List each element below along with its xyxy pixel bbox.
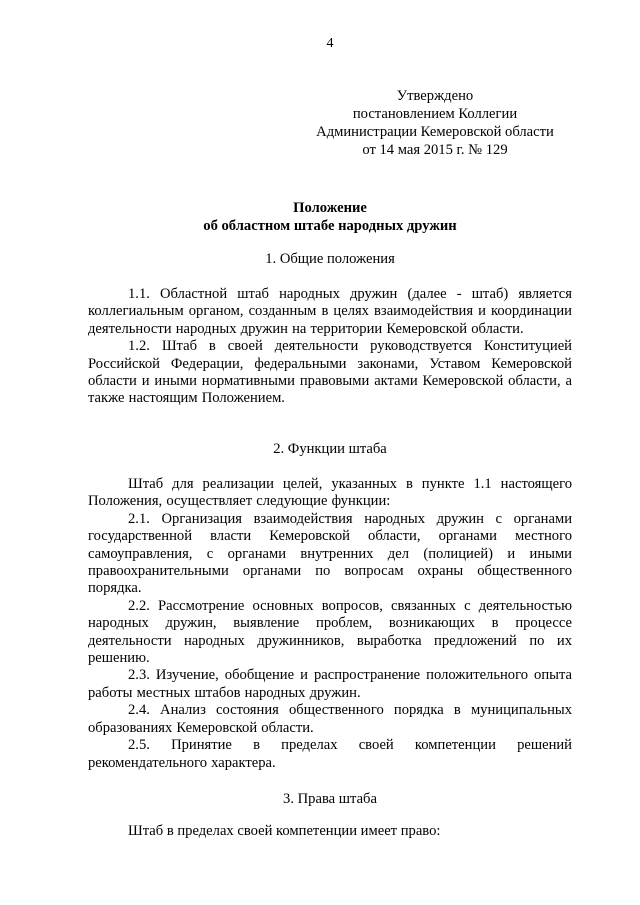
section-heading: 3. Права штаба bbox=[283, 791, 377, 807]
paragraph: 1.2. Штаб в своей деятельности руководствуется Конституцией Российской Федерации, федеральными законами, Уставом Кемеровской области и иными нормативными правовыми актами Кемеровской области, а также настоящим Положением. bbox=[88, 338, 572, 407]
paragraph: 2.4. Анализ состояния общественного порядка в муниципальных образованиях Кемеровской области. bbox=[88, 702, 572, 736]
section-body bbox=[88, 286, 572, 408]
paragraph: 2.1. Организация взаимодействия народных дружин с органами государственной власти Кемеровской области, органами местного самоуправления, с органами внутренних дел (полицией) и иными правоохранительными органами по вопросам охраны общественного порядка. bbox=[88, 510, 572, 597]
title-line: об областном штабе народных дружин bbox=[203, 218, 457, 234]
page-number: 4 bbox=[326, 36, 334, 51]
paragraph: 2.5. Принятие в пределах своей компетенции решений рекомендательного характера. bbox=[88, 737, 572, 771]
paragraph: 2.3. Изучение, обобщение и распространение положительного опыта работы местных штабов народных дружин. bbox=[88, 667, 572, 701]
title-line: Положение bbox=[293, 200, 367, 216]
paragraph: 1.1. Областной штаб народных дружин (далее - штаб) является коллегиальным органом, созданным в целях взаимодействия и координации деятельности народных дружин на территории Кемеровской области. bbox=[88, 286, 572, 337]
section-body bbox=[88, 476, 572, 772]
approval-line: постановлением Коллегии bbox=[352, 106, 518, 122]
paragraph: 2.2. Рассмотрение основных вопросов, связанных с деятельностью народных дружин, выявление проблем, возникающих в процессе деятельности народных дружинников, выработка предложений по их решению. bbox=[88, 597, 572, 667]
paragraph: Штаб в пределах своей компетенции имеет право: bbox=[128, 823, 441, 839]
approval-line: Администрации Кемеровской области bbox=[316, 124, 554, 140]
document-title bbox=[82, 199, 578, 235]
approval-stamp bbox=[300, 87, 570, 159]
section-heading: 2. Функции штаба bbox=[273, 441, 387, 457]
approval-line: от 14 мая 2015 г. № 129 bbox=[362, 142, 508, 158]
paragraph: Штаб для реализации целей, указанных в пункте 1.1 настоящего Положения, осуществляет следующие функции: bbox=[88, 476, 572, 510]
approval-line: Утверждено bbox=[396, 88, 474, 104]
section-heading: 1. Общие положения bbox=[265, 251, 395, 267]
